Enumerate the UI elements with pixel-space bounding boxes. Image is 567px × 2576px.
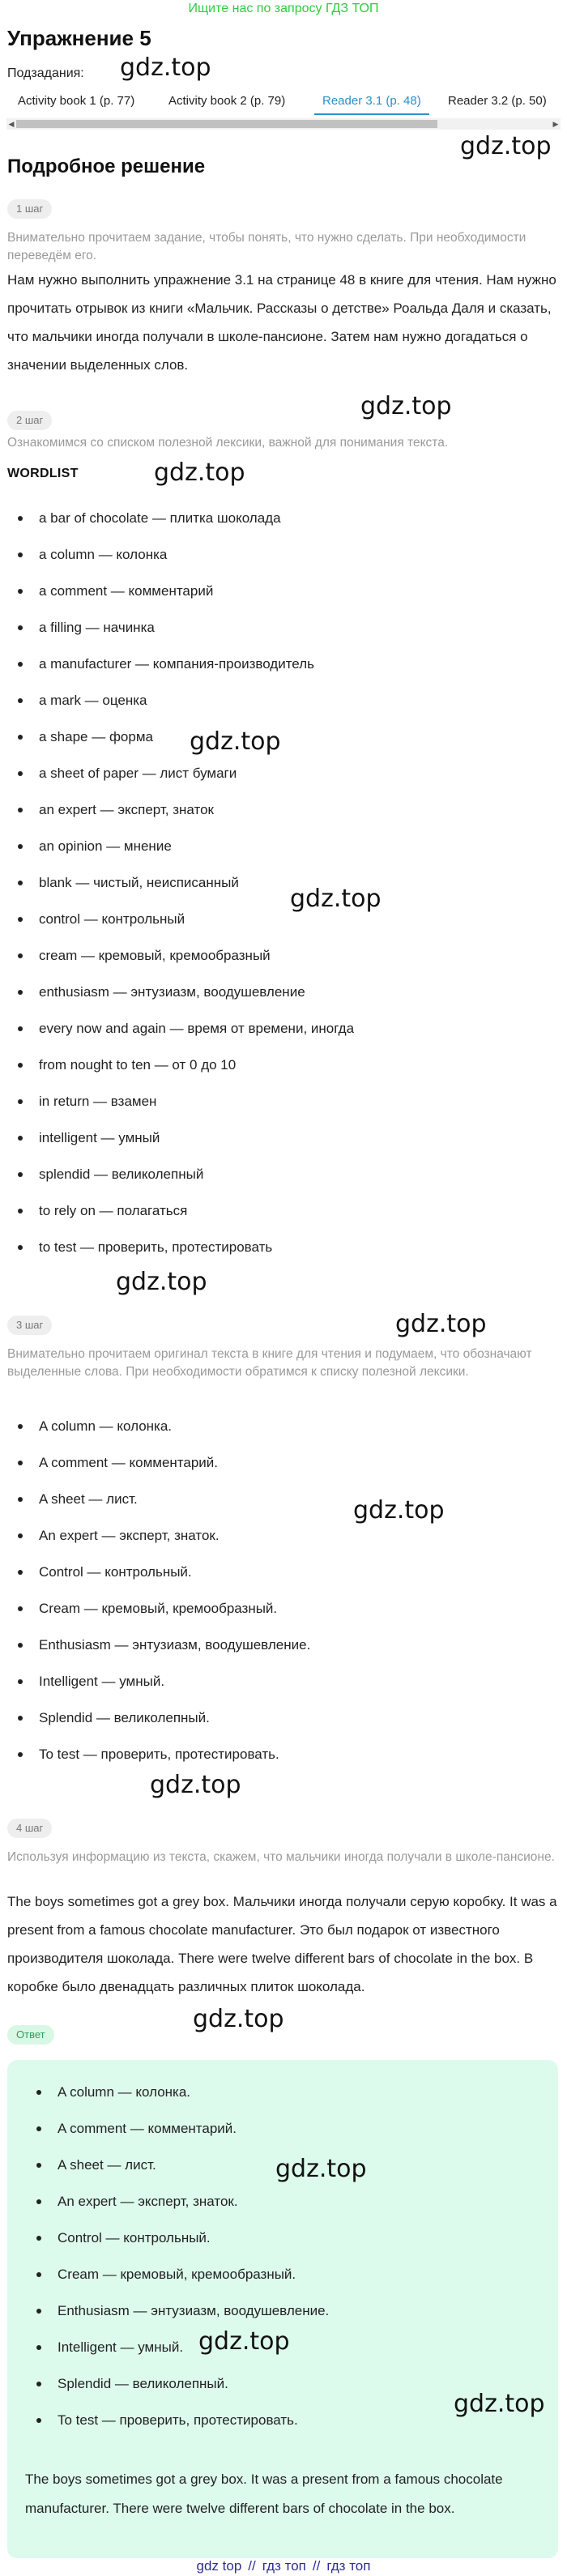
- list-item: a filling — начинка: [0, 609, 354, 646]
- scroll-thumb[interactable]: [16, 120, 437, 128]
- step-4-text: The boys sometimes got a grey box. Мальчики иногда получали серую коробку. It was a present from a famous chocolate manufacturer. Это был подарок от известного производителя шоколада. There were twelve different bars of chocolate in the box. В коробке было двенадцать различных плиток шоколада.: [7, 1894, 557, 1994]
- answer-badge: Ответ: [7, 2025, 54, 2045]
- list-item: to test — проверить, протестировать: [0, 1229, 354, 1265]
- list-item: Intelligent — умный.: [7, 2329, 329, 2365]
- watermark: gdz.top: [353, 1496, 445, 1525]
- answer-box: [7, 2060, 558, 2558]
- list-item: Intelligent — умный.: [0, 1663, 310, 1700]
- watermark: gdz.top: [460, 132, 552, 160]
- promo-banner[interactable]: Ищите нас по запросу ГДЗ ТОП: [188, 2, 379, 15]
- list-item: blank — чистый, неисписанный: [0, 864, 354, 901]
- list-item: cream — кремовый, кремообразный: [0, 937, 354, 974]
- list-item: enthusiasm — энтузиазм, воодушевление: [0, 974, 354, 1010]
- step-3-list: [0, 1408, 310, 1772]
- page-title: Упражнение 5: [7, 26, 151, 50]
- list-item: Splendid — великолепный.: [0, 1700, 310, 1736]
- watermark: gdz.top: [290, 885, 382, 913]
- step-badge-4: 4 шаг: [7, 1819, 52, 1838]
- list-item: Control — контрольный.: [0, 1554, 310, 1590]
- list-item: An expert — эксперт, знаток.: [0, 1517, 310, 1554]
- answer-list: [7, 2074, 329, 2438]
- list-item: a shape — форма: [0, 719, 354, 755]
- list-item: a comment — комментарий: [0, 573, 354, 609]
- subtask-tabs: [0, 89, 567, 117]
- step-4-hint: Используя информацию из текста, скажем, что мальчики иногда получали в школе-пансионе.: [7, 1850, 555, 1864]
- list-item: Cream — кремовый, кремообразный.: [7, 2256, 329, 2292]
- list-item: A comment — комментарий.: [7, 2110, 329, 2147]
- subtasks-label: Подзадания:: [7, 66, 84, 80]
- tabs-scrollbar[interactable]: [6, 118, 561, 130]
- list-item: Enthusiasm — энтузиазм, воодушевление.: [7, 2292, 329, 2329]
- answer-text: The boys sometimes got a grey box. It was a present from a famous chocolate manufacturer. There were twelve different bars of chocolate in the box.: [25, 2472, 503, 2516]
- list-item: A sheet — лист.: [0, 1481, 310, 1517]
- list-item: A column — колонка.: [0, 1408, 310, 1444]
- bottom-link[interactable]: гдз топ: [326, 2558, 371, 2574]
- watermark: gdz.top: [154, 458, 245, 487]
- list-item: an opinion — мнение: [0, 828, 354, 864]
- list-item: To test — проверить, протестировать.: [0, 1736, 310, 1772]
- step-1-hint: Внимательно прочитаем задание, чтобы понять, что нужно сделать. При необходимости переведём его.: [7, 231, 526, 262]
- list-item: a mark — оценка: [0, 682, 354, 719]
- list-item: a column — колонка: [0, 536, 354, 573]
- list-item: An expert — эксперт, знаток.: [7, 2183, 329, 2220]
- tab-reader-3-2[interactable]: Reader 3.2 (p. 50): [448, 94, 547, 108]
- list-item: To test — проверить, протестировать.: [7, 2402, 329, 2438]
- list-item: Cream — кремовый, кремообразный.: [0, 1590, 310, 1627]
- link-separator: //: [312, 2558, 321, 2574]
- step-badge-2: 2 шаг: [7, 411, 52, 430]
- solution-heading: Подробное решение: [7, 156, 206, 177]
- watermark: gdz.top: [116, 1268, 207, 1296]
- watermark: gdz.top: [120, 53, 211, 82]
- list-item: every now and again — время от времени, иногда: [0, 1010, 354, 1047]
- step-1-text: Нам нужно выполнить упражнение 3.1 на странице 48 в книге для чтения. Нам нужно прочитать отрывок из книги «Мальчик. Рассказы о детстве» Роальда Даля и сказать, что мальчики иногда получали в школе-пансионе. Затем нам нужно догадаться о значении выделенных слов.: [7, 272, 556, 373]
- list-item: from nought to ten — от 0 до 10: [0, 1047, 354, 1083]
- watermark: gdz.top: [395, 1310, 487, 1338]
- list-item: Enthusiasm — энтузиазм, воодушевление.: [0, 1627, 310, 1663]
- tab-activity-book-2[interactable]: Activity book 2 (p. 79): [168, 94, 286, 108]
- bottom-link[interactable]: гдз топ: [262, 2558, 306, 2574]
- step-badge-3: 3 шаг: [7, 1316, 52, 1335]
- tab-activity-book-1[interactable]: Activity book 1 (p. 77): [18, 94, 135, 108]
- step-3-hint: Внимательно прочитаем оригинал текста в книге для чтения и подумаем, что обозначают выделенные слова. При необходимости обратимся к списку полезной лексики.: [7, 1347, 532, 1379]
- tab-reader-3-1[interactable]: Reader 3.1 (p. 48): [314, 89, 429, 115]
- list-item: a bar of chocolate — плитка шоколада: [0, 500, 354, 536]
- list-item: in return — взамен: [0, 1083, 354, 1120]
- list-item: splendid — великолепный: [0, 1156, 354, 1192]
- list-item: A comment — комментарий.: [0, 1444, 310, 1481]
- wordlist-heading: WORDLIST: [7, 467, 79, 480]
- watermark: gdz.top: [275, 2155, 367, 2183]
- list-item: control — контрольный: [0, 901, 354, 937]
- bottom-link[interactable]: gdz top: [196, 2558, 242, 2574]
- list-item: Control — контрольный.: [7, 2220, 329, 2256]
- watermark: gdz.top: [454, 2390, 545, 2418]
- scroll-right-icon[interactable]: ▶: [552, 120, 559, 128]
- scroll-left-icon[interactable]: ◀: [8, 120, 15, 128]
- list-item: an expert — эксперт, знаток: [0, 791, 354, 828]
- list-item: A sheet — лист.: [7, 2147, 329, 2183]
- list-item: A column — колонка.: [7, 2074, 329, 2110]
- list-item: intelligent — умный: [0, 1120, 354, 1156]
- watermark: gdz.top: [198, 2327, 290, 2356]
- list-item: to rely on — полагаться: [0, 1192, 354, 1229]
- step-badge-1: 1 шаг: [7, 199, 52, 219]
- wordlist: [0, 500, 354, 1265]
- watermark: gdz.top: [193, 2005, 284, 2033]
- list-item: a sheet of paper — лист бумаги: [0, 755, 354, 791]
- link-separator: //: [248, 2558, 256, 2574]
- watermark: gdz.top: [360, 392, 452, 420]
- bottom-links: [0, 2556, 567, 2576]
- list-item: a manufacturer — компания-производитель: [0, 646, 354, 682]
- watermark: gdz.top: [190, 727, 281, 756]
- watermark: gdz.top: [150, 1771, 241, 1799]
- list-item: Splendid — великолепный.: [7, 2365, 329, 2402]
- step-2-hint: Ознакомимся со списком полезной лексики, важной для понимания текста.: [7, 436, 449, 450]
